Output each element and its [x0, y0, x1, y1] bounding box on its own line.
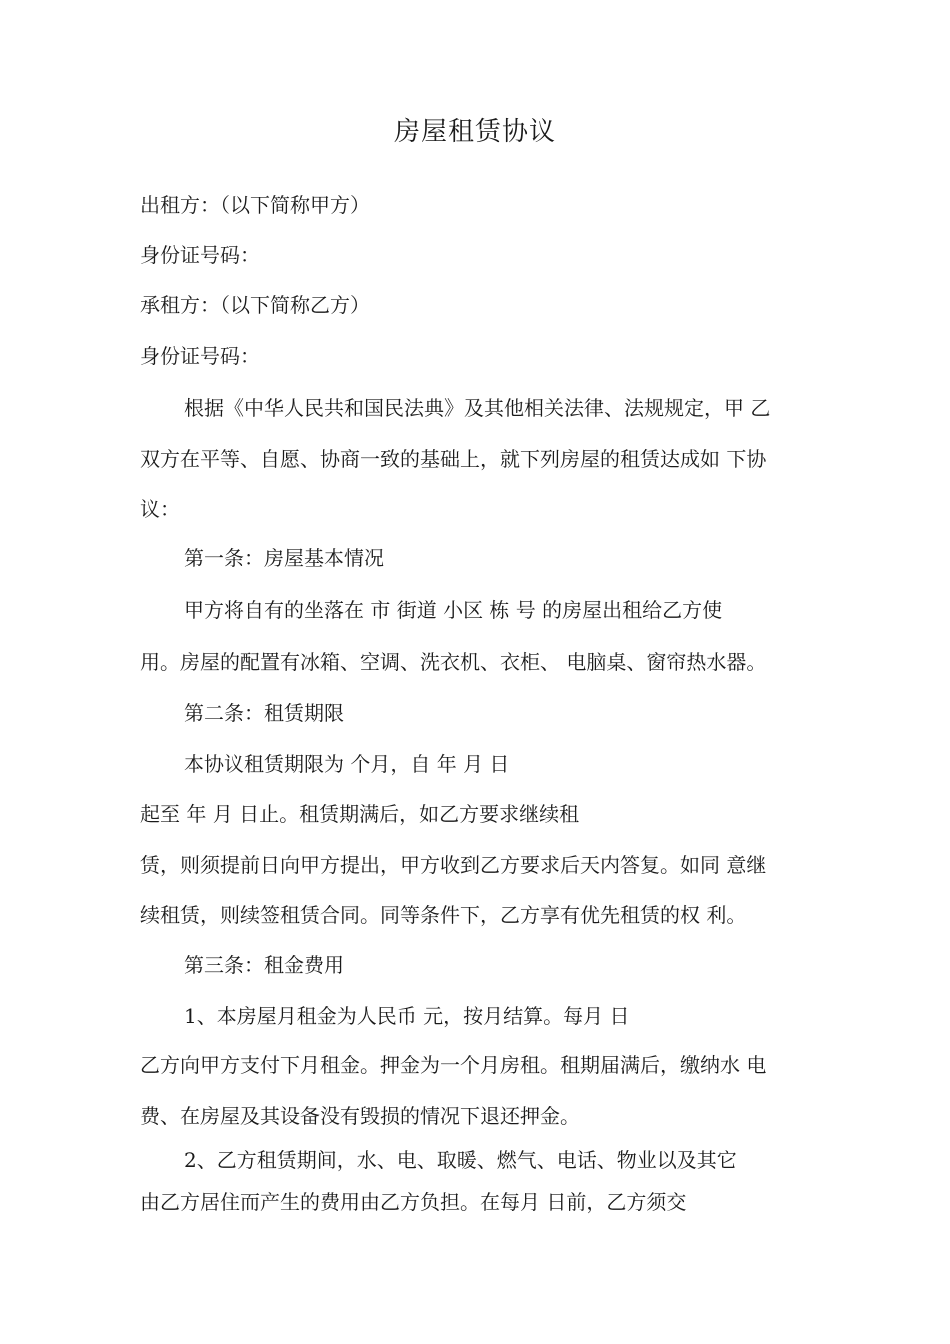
article-1-heading: 第一条：房屋基本情况 [184, 546, 384, 570]
preamble-line-1: 根据《中华人民共和国民法典》及其他相关法律、法规规定，甲 乙 [184, 396, 771, 420]
article-3-line-4: 2、乙方租赁期间，水、电、取暖、燃气、电话、物业以及其它 [184, 1148, 737, 1172]
article-1-line-1: 甲方将自有的坐落在 市 街道 小区 栋 号 的房屋出租给乙方使 [184, 598, 723, 622]
article-2-line-4: 续租赁，则续签租赁合同。同等条件下，乙方享有优先租赁的权 利。 [140, 903, 747, 927]
article-3-line-3: 费、在房屋及其设备没有毁损的情况下退还押金。 [140, 1104, 580, 1128]
article-1-line-2: 用。房屋的配置有冰箱、空调、洗衣机、衣柜、 电脑桌、窗帘热水器。 [140, 650, 767, 674]
article-3-heading: 第三条：租金费用 [184, 953, 344, 977]
document-title: 房屋租赁协议 [393, 117, 556, 147]
article-2-heading: 第二条：租赁期限 [184, 701, 344, 725]
lessor-id-line: 身份证号码： [140, 243, 260, 267]
lessee-line: 承租方：（以下简称乙方） [140, 293, 370, 317]
lessee-id-line: 身份证号码： [140, 344, 260, 368]
preamble-line-3: 议： [140, 497, 180, 521]
article-2-line-3: 赁，则须提前日向甲方提出，甲方收到乙方要求后天内答复。如同 意继 [140, 853, 767, 877]
article-3-line-5: 由乙方居住而产生的费用由乙方负担。在每月 日前，乙方须交 [140, 1190, 687, 1214]
article-3-line-2: 乙方向甲方支付下月租金。押金为一个月房租。租期届满后，缴纳水 电 [140, 1053, 767, 1077]
article-2-line-2: 起至 年 月 日止。租赁期满后，如乙方要求继续租 [140, 802, 580, 826]
lessor-line: 出租方：（以下简称甲方） [140, 193, 370, 217]
article-3-line-1: 1、本房屋月租金为人民币 元，按月结算。每月 日 [184, 1004, 630, 1028]
article-2-line-1: 本协议租赁期限为 个月，自 年 月 日 [184, 752, 510, 776]
preamble-line-2: 双方在平等、自愿、协商一致的基础上，就下列房屋的租赁达成如 下协 [140, 447, 767, 471]
